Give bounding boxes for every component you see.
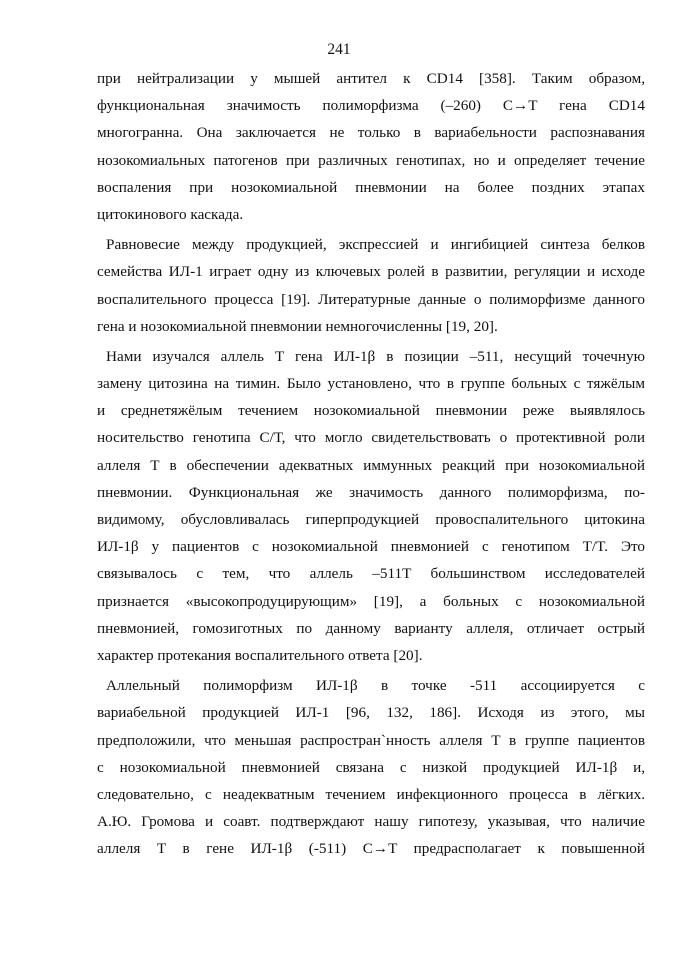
text-line: при нейтрализации у мышей антител к CD14 [358]. Таким образом, [97, 70, 645, 87]
text-line: пневмонии. Функциональная же значимость данного полиморфизма, по- [97, 483, 645, 501]
text-line: функциональная значимость полиморфизма (–260) C→T гена CD14 [97, 97, 645, 115]
text-line: воспалительного процесса [19]. Литературные данные о полиморфизме данного [97, 290, 645, 308]
text-line: нозокомиальных патогенов при различных генотипах, но и определяет течение [97, 151, 645, 169]
text-line: воспаления при нозокомиальной пневмонии на более поздних этапах [97, 178, 645, 196]
paragraph-4 [97, 672, 645, 862]
paragraph-2 [97, 231, 645, 340]
text-line: и среднетяжёлым течением нозокомиальной пневмонии реже выявлялось [97, 402, 645, 420]
text-line: видимому, обусловливалась гиперпродукцией провоспалительного цитокина [97, 511, 645, 528]
text-line: предположили, что меньшая распростран`нность аллеля T в группе пациентов [97, 731, 645, 749]
text-line: характер протекания воспалительного ответа [20]. [97, 646, 423, 664]
text-line: аллеля Т в обеспечении адекватных иммунных реакций при нозокомиальной [97, 456, 645, 474]
text-line: цитокинового каскада. [97, 205, 244, 223]
page-number: 241 [327, 41, 351, 58]
text-line: Равновесие между продукцией, экспрессией и ингибицией синтеза белков [106, 236, 645, 254]
text-line: признается «высокопродуцирующим» [19], а больных с нозокомиальной [97, 592, 645, 610]
text-line: вариабельной продукцией ИЛ-1 [96, 132, 186]. Исходя из этого, мы [97, 704, 645, 722]
text-line: аллеля T в гене ИЛ-1β (-511) C→T предрасполагает к повышенной [97, 840, 645, 858]
body-text [97, 65, 645, 862]
text-line: Аллельный полиморфизм ИЛ-1β в точке -511 ассоциируется с [106, 677, 645, 695]
text-line: носительство генотипа С/Т, что могло свидетельствовать о протективной роли [97, 429, 645, 447]
text-line: с нозокомиальной пневмонией связана с низкой продукцией ИЛ-1β и, [97, 758, 645, 776]
paragraph-1 [97, 65, 645, 228]
text-line: следовательно, с неадекватным течением инфекционного процесса в лёгких. [97, 785, 645, 803]
paragraph-3 [97, 343, 645, 669]
text-line: связывалось с тем, что аллель –511T большинством исследователей [97, 565, 645, 583]
text-line: пневмонией, гомозиготных по данному варианту аллеля, отличает острый [97, 619, 645, 637]
text-line: Нами изучался аллель T гена ИЛ-1β в позиции –511, несущий точечную [106, 347, 645, 365]
text-line: многогранна. Она заключается не только в вариабельности распознавания [97, 124, 645, 142]
text-line: А.Ю. Громова и соавт. подтверждают нашу гипотезу, указывая, что наличие [97, 813, 645, 831]
text-line: семейства ИЛ-1 играет одну из ключевых ролей в развитии, регуляции и исходе [97, 263, 645, 281]
text-line: гена и нозокомиальной пневмонии немногочисленны [19, 20]. [97, 317, 498, 335]
text-line: ИЛ-1β у пациентов с нозокомиальной пневмонией с генотипом T/T. Это [97, 538, 645, 556]
text-line: замену цитозина на тимин. Было установлено, что в группе больных с тяжёлым [97, 375, 645, 393]
